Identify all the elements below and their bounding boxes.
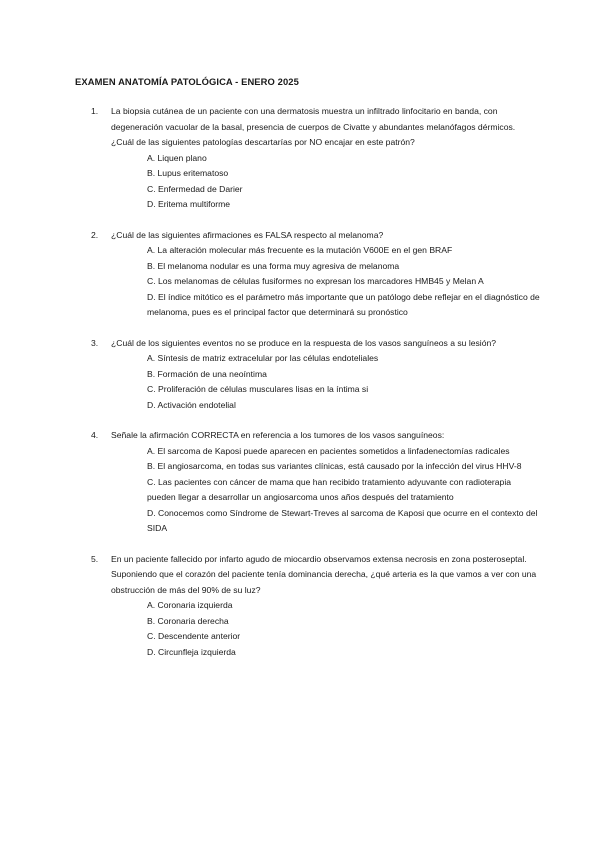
question-1 <box>75 104 540 213</box>
options-list <box>111 444 540 537</box>
option-c: C. Las pacientes con cáncer de mama que han recibido tratamiento adyuvante con radioterapia pueden llegar a desarrollar un angiosarcoma unos años después del tratamiento <box>147 476 512 502</box>
question-number: 4. <box>91 430 99 440</box>
option-a: A. Coronaria izquierda <box>147 600 233 610</box>
option-a: A. Síntesis de matriz extracelular por las células endoteliales <box>147 353 379 363</box>
question-number: 1. <box>91 106 99 116</box>
option-c: C. Enfermedad de Darier <box>147 183 243 194</box>
option-b: B. El melanoma nodular es una forma muy agresiva de melanoma <box>147 260 400 271</box>
option-b: B. Coronaria derecha <box>147 615 229 626</box>
question-text: ¿Cuál de los siguientes eventos no se produce en la respuesta de los vasos sanguíneos a su lesión? <box>111 337 497 348</box>
option-c: C. Descendente anterior <box>147 631 241 641</box>
options-list <box>111 243 540 321</box>
options-list <box>111 351 540 413</box>
question-text: La biopsia cutánea de un paciente con una dermatosis muestra un infiltrado linfocitario en banda, con degeneración vacuolar de la basal, presencia de cuerpos de Civatte y abundantes melanófagos dérmicos. ¿Cuál de las siguientes patologías descartarías por NO encajar en este patrón? <box>111 106 516 147</box>
option-d: D. El índice mitótico es el parámetro más importante que un patólogo debe reflejar en el diagnóstico de melanoma, pues es el principal factor que determinará su pronóstico <box>147 291 540 317</box>
option-d: D. Eritema multiforme <box>147 199 231 209</box>
option-b: B. El angiosarcoma, en todas sus variantes clínicas, está causado por la infección del virus HHV-8 <box>147 461 522 471</box>
question-list <box>75 104 540 660</box>
question-5 <box>75 552 540 661</box>
option-a: A. Liquen plano <box>147 152 207 163</box>
option-d: D. Activación endotelial <box>147 399 236 410</box>
options-list <box>111 598 540 660</box>
question-text: Señale la afirmación CORRECTA en referencia a los tumores de los vasos sanguíneos: <box>111 430 445 440</box>
option-a: A. La alteración molecular más frecuente es la mutación V600E en el gen BRAF <box>147 245 453 255</box>
question-3 <box>75 336 540 414</box>
option-d: D. Circunfleja izquierda <box>147 646 236 657</box>
question-number: 3. <box>91 337 99 348</box>
option-a: A. El sarcoma de Kaposi puede aparecen en pacientes sometidos a linfadenectomías radicales <box>147 445 510 456</box>
question-2 <box>75 228 540 321</box>
options-list <box>111 151 540 213</box>
question-4 <box>75 428 540 537</box>
question-text: ¿Cuál de las siguientes afirmaciones es FALSA respecto al melanoma? <box>111 229 384 240</box>
option-b: B. Lupus eritematoso <box>147 168 229 178</box>
option-c: C. Proliferación de células musculares lisas en la íntima si <box>147 384 369 394</box>
option-c: C. Los melanomas de células fusiformes no expresan los marcadores HMB45 y Melan A <box>147 276 484 286</box>
option-b: B. Formación de una neoíntima <box>147 368 267 379</box>
question-text: En un paciente fallecido por infarto agudo de miocardio observamos extensa necrosis en zona posteroseptal. Suponiendo que el corazón del paciente tenía dominancia derecha, ¿qué arteria es la que vamos a ver con una obstrucción de más del 90% de su luz? <box>111 553 537 595</box>
question-number: 2. <box>91 229 99 240</box>
option-d: D. Conocemos como Síndrome de Stewart-Treves al sarcoma de Kaposi que ocurre en el contexto del SIDA <box>147 507 538 533</box>
question-number: 5. <box>91 553 99 564</box>
exam-title: EXAMEN ANATOMÍA PATOLÓGICA - ENERO 2025 <box>75 76 299 87</box>
